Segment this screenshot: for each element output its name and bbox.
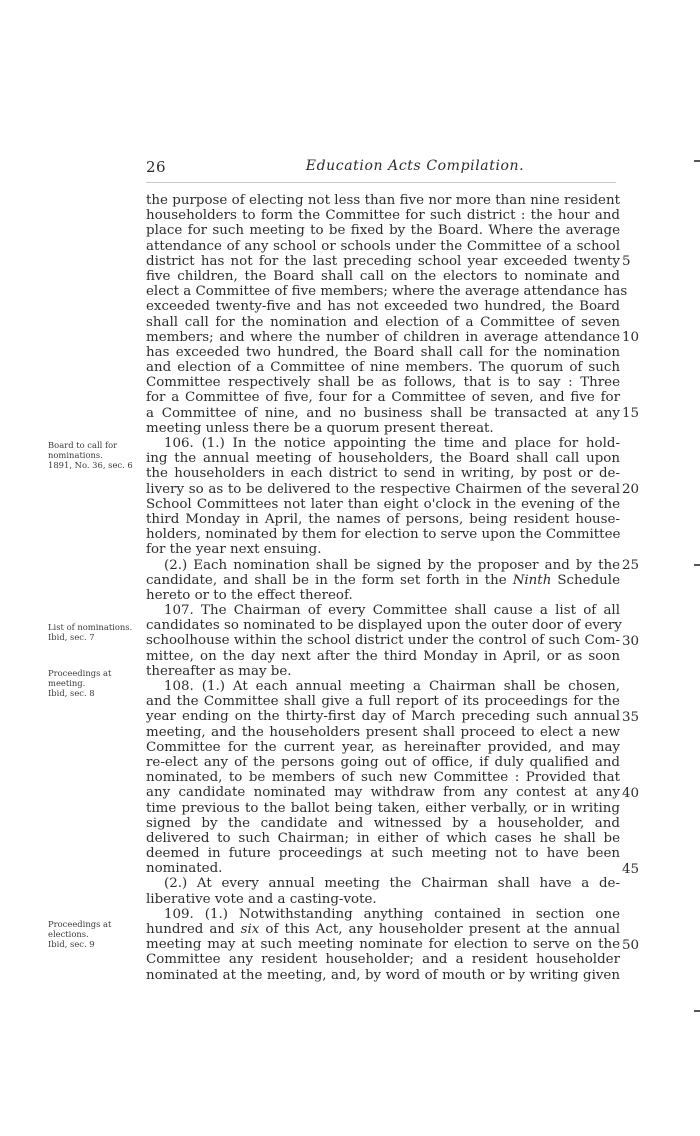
body-line: the purpose of electing not less than five nor more than nine resident bbox=[146, 193, 620, 208]
body-line: and the Committee shall give a full report of its proceedings for the bbox=[146, 694, 620, 710]
margin-note-line: meeting. bbox=[48, 678, 86, 688]
margin-note-line: Proceedings at bbox=[48, 919, 112, 929]
body-line: schoolhouse within the school district under the control of such Com- bbox=[146, 633, 620, 649]
margin-note-line: 1891, No. 36, sec. 6 bbox=[48, 460, 133, 470]
body-line: members; and where the number of children in average attendance bbox=[146, 329, 620, 345]
line-number: 35 bbox=[622, 709, 640, 725]
body-line: deemed in future proceedings at such meeting not to have been bbox=[146, 846, 620, 862]
body-line: hundred and six of this Act, any householder present at the annual bbox=[146, 922, 620, 937]
margin-note-list-nominations bbox=[48, 622, 140, 642]
body-line: re-elect any of the persons going out of office, if duly qualified and bbox=[146, 754, 620, 770]
body-line: Committee for the current year, as hereinafter provided, and may bbox=[146, 739, 620, 755]
line-number: 50 bbox=[622, 937, 640, 953]
body-line: five children, the Board shall call on the electors to nominate and bbox=[146, 268, 620, 284]
body-line: for a Committee of five, four for a Committee of seven, and five for bbox=[146, 390, 620, 406]
line-number: 20 bbox=[622, 481, 640, 497]
body-line: candidate, and shall be in the form set forth in the Ninth Schedule bbox=[146, 572, 620, 588]
body-line: exceeded twenty-five and has not exceeded two hundred, the Board bbox=[146, 299, 620, 315]
line-number: 45 bbox=[622, 861, 640, 877]
line-number: 30 bbox=[622, 633, 640, 649]
edge-mark bbox=[694, 1010, 700, 1012]
margin-note-line: Board to call for bbox=[48, 440, 118, 450]
body-line: 109. (1.) Notwithstanding anything contained in section one bbox=[164, 906, 620, 922]
margin-note-board-nominations bbox=[48, 440, 140, 470]
body-line: the householders in each district to send in writing, by post or de- bbox=[146, 466, 620, 482]
body-line: year ending on the thirty-first day of March preceding such annual bbox=[146, 709, 620, 725]
body-line: meeting may at such meeting nominate for election to serve on the bbox=[146, 937, 620, 953]
margin-note-line: nominations. bbox=[48, 450, 103, 460]
body-line: for the year next ensuing. bbox=[146, 542, 322, 558]
body-line: 107. The Chairman of every Committee shall cause a list of all bbox=[164, 603, 620, 619]
body-line: any candidate nominated may withdraw from any contest at any bbox=[146, 785, 620, 801]
page-number: 26 bbox=[146, 158, 167, 176]
margin-note-proceedings-elections bbox=[48, 919, 140, 949]
body-line: third Monday in April, the names of persons, being resident house- bbox=[146, 511, 620, 527]
edge-mark bbox=[694, 564, 700, 566]
margin-note-line: Ibid, sec. 8 bbox=[48, 688, 95, 698]
body-line: holders, nominated by them for election to serve upon the Committee bbox=[146, 527, 621, 543]
body-line: thereafter as may be. bbox=[146, 663, 292, 679]
margin-note-line: Proceedings at bbox=[48, 668, 112, 678]
line-number: 40 bbox=[622, 785, 640, 801]
body-line: elect a Committee of five members; where the average attendance has bbox=[146, 284, 628, 300]
body-text bbox=[146, 193, 628, 983]
body-line: liberative vote and a casting-vote. bbox=[146, 891, 377, 907]
body-line: 108. (1.) At each annual meeting a Chairman shall be chosen, bbox=[164, 679, 620, 694]
margin-note-line: Ibid, sec. 9 bbox=[48, 939, 95, 949]
body-line: a Committee of nine, and no business shall be transacted at any bbox=[146, 405, 620, 421]
body-line: shall call for the nomination and election of a Committee of seven bbox=[146, 314, 620, 330]
body-line: householders to form the Committee for such district : the hour and bbox=[146, 208, 620, 224]
body-line: has exceeded two hundred, the Board shall call for the nomination bbox=[146, 344, 620, 360]
body-line: nominated, to be members of such new Committee : Provided that bbox=[146, 770, 620, 786]
body-line: meeting unless there be a quorum present thereat. bbox=[146, 420, 494, 436]
body-line: meeting, and the householders present shall proceed to elect a new bbox=[146, 724, 620, 740]
body-line: Committee any resident householder; and a resident householder bbox=[146, 952, 620, 968]
running-title: Education Acts Compilation. bbox=[305, 158, 525, 174]
body-line: signed by the candidate and witnessed by a householder, and bbox=[146, 815, 620, 831]
body-line: delivered to such Chairman; in either of which cases he shall be bbox=[146, 830, 620, 846]
line-number: 10 bbox=[622, 329, 640, 345]
body-line: attendance of any school or schools under the Committee of a school bbox=[146, 238, 620, 254]
margin-note-line: List of nominations. bbox=[48, 622, 133, 632]
body-line: ing the annual meeting of householders, the Board shall call upon bbox=[146, 451, 620, 467]
line-number: 15 bbox=[622, 405, 640, 421]
body-line: candidates so nominated to be displayed upon the outer door of every bbox=[146, 618, 622, 634]
body-line: hereto or to the effect thereof. bbox=[146, 587, 353, 603]
body-line: Committee respectively shall be as follows, that is to say : Three bbox=[146, 375, 620, 391]
line-number: 25 bbox=[622, 557, 640, 573]
body-line: place for such meeting to be fixed by the Board. Where the average bbox=[146, 223, 620, 239]
header-rule bbox=[146, 182, 616, 183]
body-line: (2.) At every annual meeting the Chairman shall have a de- bbox=[164, 876, 620, 892]
edge-mark bbox=[694, 160, 700, 162]
body-line: livery so as to be delivered to the respective Chairmen of the several bbox=[146, 481, 620, 497]
body-line: 106. (1.) In the notice appointing the time and place for hold- bbox=[164, 436, 620, 451]
body-line: nominated at the meeting, and, by word of mouth or by writing given bbox=[146, 967, 620, 983]
body-line: (2.) Each nomination shall be signed by the proposer and by the bbox=[164, 557, 620, 573]
body-line: and election of a Committee of nine members. The quorum of such bbox=[146, 360, 620, 376]
margin-note-line: elections. bbox=[48, 929, 89, 939]
body-line: time previous to the ballot being taken, either verbally, or in writing bbox=[146, 800, 620, 816]
body-line: nominated. bbox=[146, 861, 223, 877]
body-line: district has not for the last preceding school year exceeded twenty bbox=[146, 253, 620, 269]
margin-note-line: Ibid, sec. 7 bbox=[48, 632, 95, 642]
body-line: mittee, on the day next after the third Monday in April, or as soon bbox=[146, 648, 620, 664]
margin-note-proceedings-meeting bbox=[48, 668, 140, 698]
line-number: 5 bbox=[622, 253, 631, 269]
body-line: School Committees not later than eight o'clock in the evening of the bbox=[146, 496, 620, 512]
